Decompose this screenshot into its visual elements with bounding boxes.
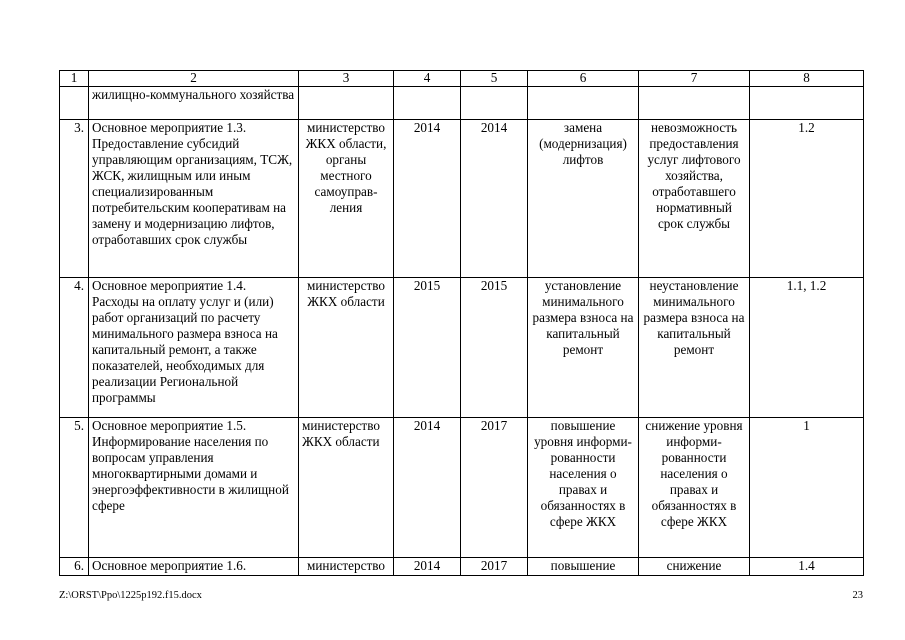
consequence-cell: снижение [639, 558, 750, 576]
consequence-cell: невозможность предоставления услуг лифтового хозяйства, отработавшего нормативный срок службы [639, 120, 750, 278]
row-number: 5. [60, 418, 89, 558]
indicator-link-cell: 1 [750, 418, 864, 558]
consequence-cell [639, 87, 750, 120]
indicator-link-cell [750, 87, 864, 120]
table-row [60, 278, 864, 418]
column-number-7: 7 [639, 71, 750, 87]
start-year-cell: 2014 [394, 558, 461, 576]
page-number: 23 [852, 590, 863, 601]
start-year-cell: 2014 [394, 418, 461, 558]
end-year-cell: 2014 [461, 120, 528, 278]
measure-cell: Основное мероприятие 1.4. Расходы на оплату услуг и (или) работ организаций по расчету минимального размера взноса на капитальный ремонт, а также показателей, необходимых для реализации Региональной программы [89, 278, 299, 418]
executor-cell: министерство ЖКХ области [299, 278, 394, 418]
result-cell: замена (модернизация) лифтов [528, 120, 639, 278]
result-cell: повышение [528, 558, 639, 576]
column-number-5: 5 [461, 71, 528, 87]
indicator-link-cell: 1.4 [750, 558, 864, 576]
start-year-cell [394, 87, 461, 120]
document-file-path: Z:\ORST\Ppo\1225p192.f15.docx [59, 590, 202, 601]
table-row [60, 418, 864, 558]
row-number: 6. [60, 558, 89, 576]
end-year-cell: 2017 [461, 558, 528, 576]
row-number: 4. [60, 278, 89, 418]
column-number-2: 2 [89, 71, 299, 87]
measure-cell: Основное мероприятие 1.5. Информирование населения по вопросам управления многоквартирными домами и энергоэффективности в жилищной сфере [89, 418, 299, 558]
consequence-cell: снижение уровня информи-рованности населения о правах и обязанностях в сфере ЖКХ [639, 418, 750, 558]
column-number-3: 3 [299, 71, 394, 87]
measure-cell: Основное мероприятие 1.3. Предоставление субсидий управляющим организациям, ТСЖ, ЖСК, жилищным или иным специализированным потребительским кооперативам на замену и модернизацию лифтов, отработавших срок службы [89, 120, 299, 278]
indicator-link-cell: 1.2 [750, 120, 864, 278]
table-row [60, 120, 864, 278]
result-cell [528, 87, 639, 120]
measure-cell: Основное мероприятие 1.6. [89, 558, 299, 576]
column-number-6: 6 [528, 71, 639, 87]
continuation-row [60, 87, 864, 120]
measures-table [59, 70, 864, 576]
table-row [60, 558, 864, 576]
measure-cell: жилищно-коммунального хозяйства [89, 87, 299, 120]
end-year-cell: 2015 [461, 278, 528, 418]
end-year-cell: 2017 [461, 418, 528, 558]
executor-cell: министерство [299, 558, 394, 576]
consequence-cell: неустановление минимального размера взноса на капитальный ремонт [639, 278, 750, 418]
column-number-1: 1 [60, 71, 89, 87]
table-header-row [60, 71, 864, 87]
start-year-cell: 2015 [394, 278, 461, 418]
start-year-cell: 2014 [394, 120, 461, 278]
executor-cell [299, 87, 394, 120]
row-number [60, 87, 89, 120]
indicator-link-cell: 1.1, 1.2 [750, 278, 864, 418]
result-cell: установление минимального размера взноса на капитальный ремонт [528, 278, 639, 418]
end-year-cell [461, 87, 528, 120]
row-number: 3. [60, 120, 89, 278]
executor-cell: министерство ЖКХ области, органы местного самоуправ-ления [299, 120, 394, 278]
result-cell: повышение уровня информи-рованности населения о правах и обязанностях в сфере ЖКХ [528, 418, 639, 558]
column-number-4: 4 [394, 71, 461, 87]
executor-cell: министерство ЖКХ области [299, 418, 394, 558]
column-number-8: 8 [750, 71, 864, 87]
